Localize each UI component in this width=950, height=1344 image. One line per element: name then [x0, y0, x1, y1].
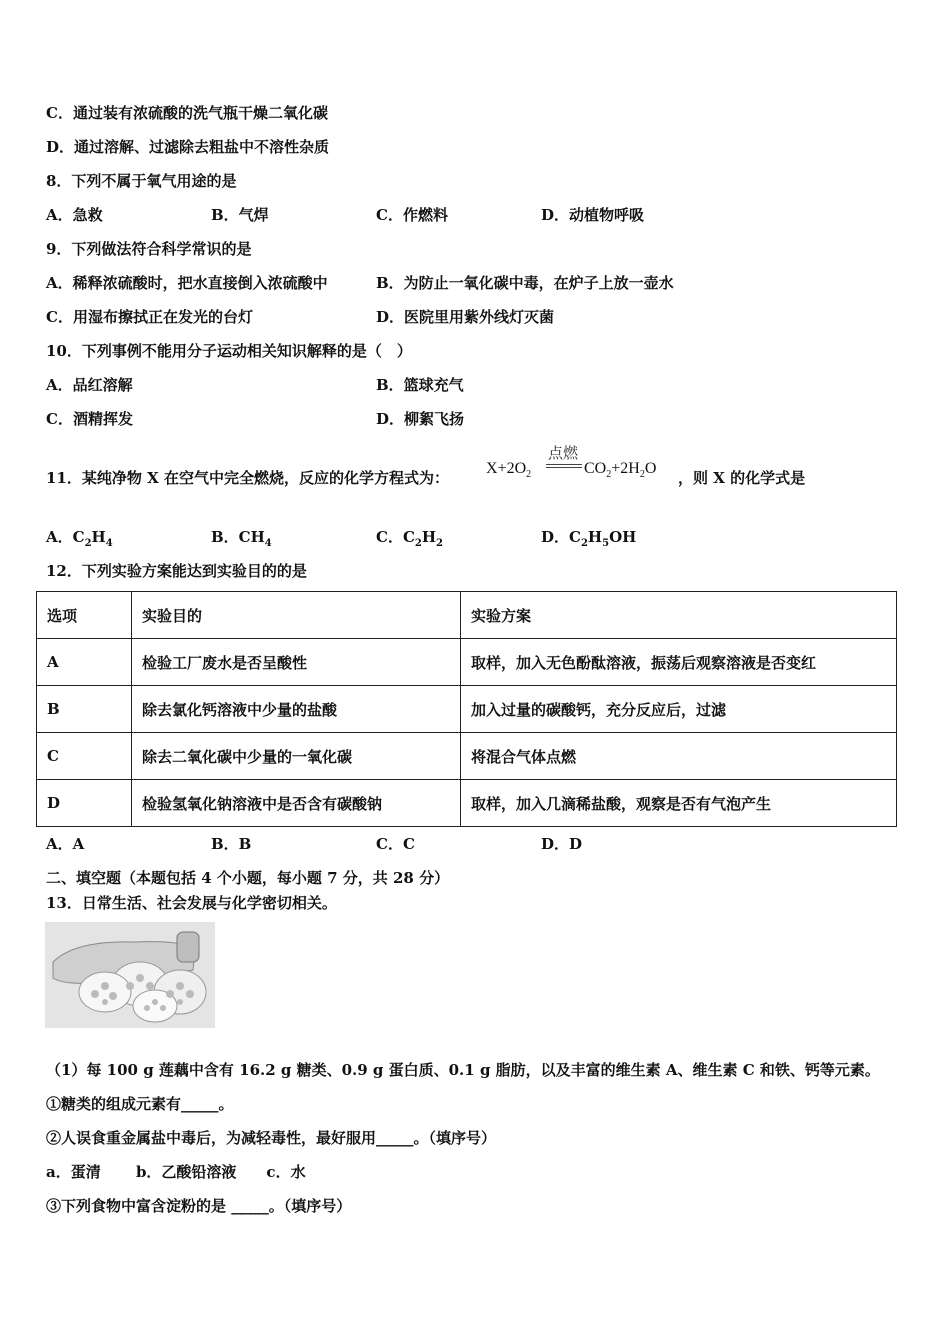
- question-10: 10．下列事例不能用分子运动相关知识解释的是（ ）: [46, 342, 412, 360]
- table-cell: C: [37, 733, 132, 780]
- equation-bar: [546, 467, 582, 468]
- paragraph-4: a．蛋清 b．乙酸铅溶液 c．水: [46, 1163, 306, 1181]
- table-cell: 除去氯化钙溶液中少量的盐酸: [132, 686, 461, 733]
- q8-option-d: D．动植物呼吸: [541, 206, 645, 224]
- paragraph-2: ①糖类的组成元素有_____。: [46, 1095, 234, 1113]
- paragraph-1: （1）每 100 g 莲藕中含有 16.2 g 糖类、0.9 g 蛋白质、0.1 g 脂肪，以及丰富的维生素 A、维生素 C 和铁、钙等元素。: [46, 1061, 880, 1079]
- question-12: 12．下列实验方案能达到实验目的的是: [46, 562, 307, 580]
- q10-option-a: A．品红溶解: [46, 376, 133, 394]
- q9-option-b: B．为防止一氧化碳中毒，在炉子上放一壶水: [376, 274, 674, 292]
- option-c-text: C．通过装有浓硫酸的洗气瓶干燥二氧化碳: [46, 104, 328, 122]
- table-row: [37, 639, 897, 686]
- table-cell: A: [37, 639, 132, 686]
- q11-option-a: A．$C_2H_4$: [46, 528, 113, 549]
- table-cell: 检验氢氧化钠溶液中是否含有碳酸钠: [132, 780, 461, 827]
- table-header-cell: 实验目的: [132, 592, 461, 639]
- table-cell: 将混合气体点燃: [461, 733, 897, 780]
- question-11-tail: ，则 X 的化学式是: [678, 469, 806, 487]
- table-cell: D: [37, 780, 132, 827]
- q8-option-b: B．气焊: [211, 206, 269, 224]
- table-header-cell: 选项: [37, 592, 132, 639]
- table-cell: 除去二氧化碳中少量的一氧化碳: [132, 733, 461, 780]
- table-cell: 取样，加入几滴稀盐酸，观察是否有气泡产生: [461, 780, 897, 827]
- q12-option-d: D．D: [541, 835, 583, 853]
- q9-option-a: A．稀释浓硫酸时，把水直接倒入浓硫酸中: [46, 274, 328, 292]
- table-header-cell: 实验方案: [461, 592, 897, 639]
- table-header-row: [37, 592, 897, 639]
- q12-option-b: B．B: [211, 835, 252, 853]
- table-row: [37, 686, 897, 733]
- table-cell: B: [37, 686, 132, 733]
- equation-right: $CO_2+2H_2O$: [584, 460, 657, 481]
- table-cell: 检验工厂废水是否呈酸性: [132, 639, 461, 686]
- q11-option-b: B．$CH_4$: [211, 528, 272, 549]
- q10-option-c: C．酒精挥发: [46, 410, 133, 428]
- lotus-root-illustration: [45, 922, 215, 1028]
- equation-condition: 点燃: [548, 446, 579, 462]
- experiment-table: [36, 591, 897, 827]
- q10-option-d: D．柳絮飞扬: [376, 410, 465, 428]
- option-d-text: D．通过溶解、过滤除去粗盐中不溶性杂质: [46, 138, 330, 156]
- lotus-root-image: [45, 922, 215, 1028]
- table-row: [37, 733, 897, 780]
- q11-option-d: D．$C_2H_5OH$: [541, 528, 637, 549]
- q12-option-c: C．C: [376, 835, 415, 853]
- table-cell: 加入过量的碳酸钙，充分反应后，过滤: [461, 686, 897, 733]
- q8-option-a: A．急救: [46, 206, 103, 224]
- question-11: 11．某纯净物 X 在空气中完全燃烧，反应的化学方程式为：: [46, 469, 449, 487]
- q10-option-b: B．篮球充气: [376, 376, 464, 394]
- q8-option-c: C．作燃料: [376, 206, 448, 224]
- table-cell: 取样，加入无色酚酞溶液，振荡后观察溶液是否变红: [461, 639, 897, 686]
- q9-option-d: D．医院里用紫外线灯灭菌: [376, 308, 555, 326]
- equation-left: $X+2O_2$: [486, 460, 532, 481]
- question-9: 9．下列做法符合科学常识的是: [46, 240, 252, 258]
- section-2-heading: 二、填空题（本题包括 4 个小题，每小题 7 分，共 28 分）: [46, 869, 450, 887]
- equation-bar: [546, 464, 582, 465]
- q9-option-c: C．用湿布擦拭正在发光的台灯: [46, 308, 253, 326]
- paragraph-5: ③下列食物中富含淀粉的是 _____。（填序号）: [46, 1197, 352, 1215]
- q11-option-c: C．$C_2H_2$: [376, 528, 444, 549]
- question-13: 13．日常生活、社会发展与化学密切相关。: [46, 894, 337, 912]
- paragraph-3: ②人误食重金属盐中毒后，为减轻毒性，最好服用_____。（填序号）: [46, 1129, 497, 1147]
- q12-option-a: A．A: [46, 835, 85, 853]
- table-row: [37, 780, 897, 827]
- question-8: 8．下列不属于氧气用途的是: [46, 172, 237, 190]
- chemical-equation: [486, 442, 686, 492]
